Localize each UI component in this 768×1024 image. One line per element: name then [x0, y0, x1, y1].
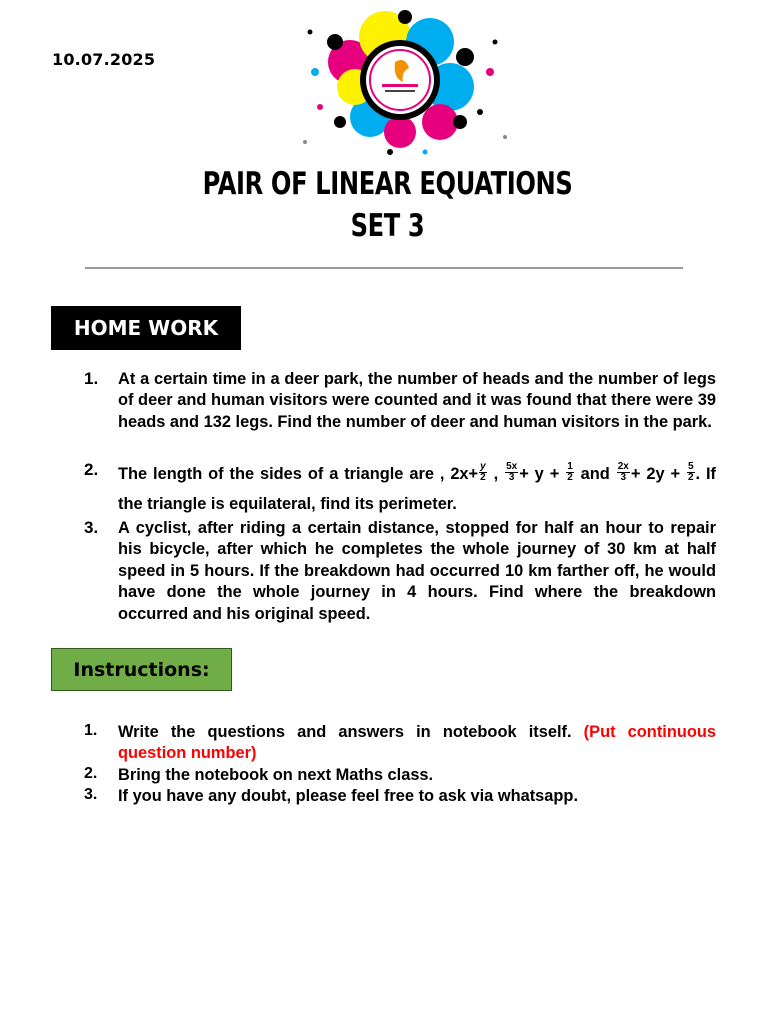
- instructions-heading: Instructions:: [51, 648, 232, 691]
- page-title: PAIR OF LINEAR EQUATIONS: [202, 166, 573, 202]
- question-text-part: . If the triangle is equilateral, find its perimeter.: [118, 465, 716, 513]
- date: 10.07.2025: [52, 50, 156, 69]
- question-text-part: + 2y +: [630, 465, 686, 483]
- instruction-number: 2.: [84, 765, 98, 782]
- fraction: $\frac{y}{2}$: [480, 461, 486, 484]
- question-text: At a certain time in a deer park, the number of heads and the number of legs of deer and human visitors were counted and it was found that there were 39 heads and 132 legs. Find the number of deer and human visitors in the park.: [118, 370, 716, 431]
- instruction-text: If you have any doubt, please feel free to ask via whatsapp.: [118, 787, 578, 805]
- paint-splash-logo-icon: [290, 2, 520, 162]
- question-number: 2.: [84, 460, 99, 479]
- instruction-text: Write the questions and answers in notebook itself. (Put continuous question number): [118, 723, 716, 762]
- question-text: A cyclist, after riding a certain distance, stopped for half an hour to repair his bicycle, after which he completes the whole journey of 30 km at half speed in 5 hours. If the breakdown had occurred 10 km farther off, he would have done the whole journey in 4 hours. Find where the breakdown occurred and his original speed.: [118, 519, 716, 623]
- question-text: [118, 459, 716, 519]
- fraction: $\frac{5}{2}$: [687, 461, 694, 484]
- fraction: $\frac{5x}{3}$: [506, 461, 518, 484]
- page-subtitle: SET 3: [350, 208, 425, 244]
- instruction-text: Bring the notebook on next Maths class.: [118, 766, 434, 784]
- instruction-highlight: (Put continuous question number): [118, 723, 716, 762]
- question-text-part: The length of the sides of a triangle are , 2x+: [118, 465, 479, 483]
- question-text-part: ,: [487, 465, 505, 483]
- fraction: $\frac{2x}{3}$: [617, 461, 629, 484]
- fraction: $\frac{1}{2}$: [567, 461, 573, 484]
- question-text-part: and: [574, 465, 616, 483]
- homework-heading: HOME WORK: [51, 306, 241, 350]
- question-number: 3.: [84, 518, 99, 537]
- question-number: 1.: [84, 369, 99, 388]
- divider: [85, 267, 683, 269]
- instruction-number: 3.: [84, 786, 98, 803]
- question-text-part: + y +: [519, 465, 566, 483]
- instruction-number: 1.: [84, 722, 98, 739]
